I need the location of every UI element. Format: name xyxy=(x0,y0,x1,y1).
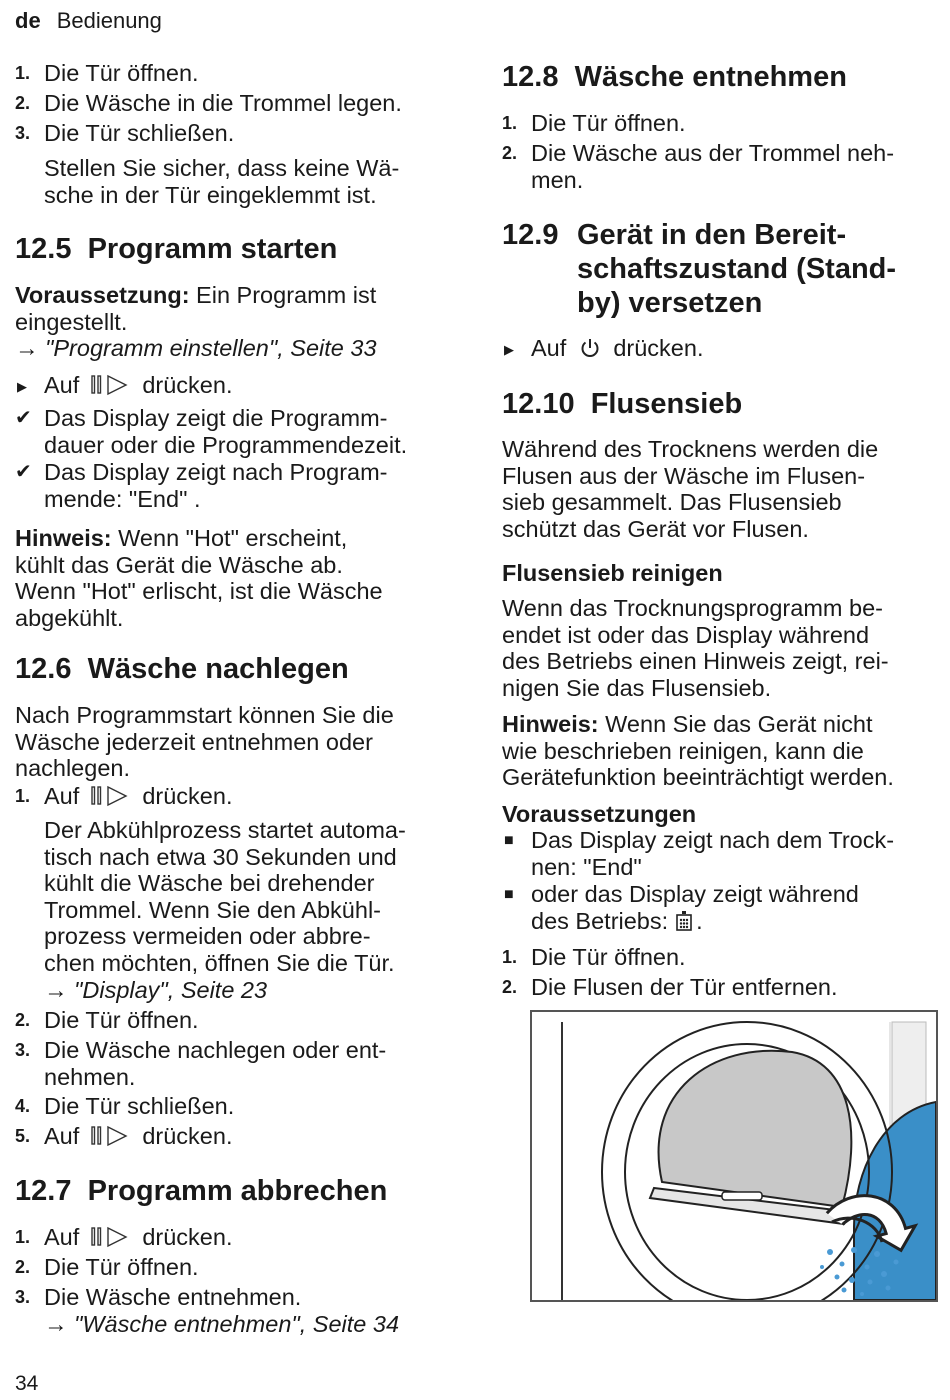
subsection-heading: Flusensieb reinigen xyxy=(502,560,723,586)
result-item: ✔ Das Display zeigt nach Program- mende: "End" . xyxy=(15,459,388,512)
section-intro: Nach Programmstart können Sie die Wäsche jederzeit entnehmen oder nachlegen. xyxy=(15,702,394,781)
section-heading-12-9: 12.9 Gerät in den Bereit- schaftszustand (Stand- by) versetzen xyxy=(502,219,897,319)
list-item: 3. Die Tür schließen. xyxy=(15,120,235,146)
arrow-right-icon: → xyxy=(44,1311,75,1337)
list-item: 1. Die Tür öffnen. xyxy=(15,60,199,86)
start-pause-icon xyxy=(90,1226,130,1248)
requirement-item: ■ Das Display zeigt nach dem Trock- nen: "End" xyxy=(504,827,895,880)
subsection-text: Wenn das Trocknungsprogramm be- endet ist oder das Display während des Betriebs einen Hinweis zeigt, rei- nigen Sie das Flusensieb. xyxy=(502,595,889,701)
step-detail: Der Abkühlprozess startet automa- tisch nach etwa 30 Sekunden und kühlt die Wäsche bei drehender Trommel. Wenn Sie den Abkühl- prozess vermeiden oder abbre- chen möchten, öffnen Sie die Tür. xyxy=(44,817,406,976)
start-pause-icon xyxy=(90,1125,130,1147)
section-name: Bedienung xyxy=(56,8,162,33)
list-item: 2. Die Tür öffnen. xyxy=(15,1254,199,1280)
cross-reference-link[interactable]: → "Display", Seite 23 xyxy=(44,977,268,1003)
hint-box: Hinweis: Wenn "Hot" erscheint, kühlt das Gerät die Wäsche ab. Wenn "Hot" erlischt, ist die Wäsche abgekühlt. xyxy=(15,525,383,631)
start-pause-icon xyxy=(90,785,130,807)
section-heading-12-8: 12.8 Wäsche entnehmen xyxy=(502,61,847,93)
section-heading-12-5: 12.5 Programm starten xyxy=(15,233,338,265)
list-item: 1. Auf drücken. xyxy=(15,783,233,809)
cross-reference-link[interactable]: → "Wäsche entnehmen", Seite 34 xyxy=(44,1311,400,1337)
requirement: Voraussetzung: Ein Programm ist eingestellt. xyxy=(15,282,377,335)
section-heading-12-6: 12.6 Wäsche nachlegen xyxy=(15,653,349,685)
list-item: 1. Die Tür öffnen. xyxy=(502,944,686,970)
action-step: ▶ Auf drücken. xyxy=(15,372,455,399)
section-intro: Während des Trocknens werden die Flusen aus der Wäsche im Flusen- sieb gesammelt. Das Flusensieb schützt das Gerät vor Flusen. xyxy=(502,436,879,542)
list-item: 4. Die Tür schließen. xyxy=(15,1093,235,1119)
list-item: 3. Die Wäsche nachlegen oder ent- nehmen. xyxy=(15,1037,387,1090)
square-bullet-icon: ■ xyxy=(504,886,514,903)
lint-filter-illustration xyxy=(530,1010,938,1302)
requirements-heading: Voraussetzungen xyxy=(502,801,697,827)
list-item: 2. Die Wäsche aus der Trommel neh- men. xyxy=(502,140,895,193)
section-heading-12-10: 12.10 Flusensieb xyxy=(502,388,743,420)
page-number: 34 xyxy=(15,1372,39,1395)
triangle-bullet-icon: ▶ xyxy=(17,379,27,394)
result-item: ✔ Das Display zeigt die Programm- dauer oder die Programmendezeit. xyxy=(15,405,408,458)
section-heading-12-7: 12.7 Programm abbrechen xyxy=(15,1175,388,1207)
language-code: de xyxy=(15,8,41,33)
arrow-right-icon: → xyxy=(15,335,46,361)
check-icon: ✔ xyxy=(15,407,32,429)
list-item: 1. Die Tür öffnen. xyxy=(502,110,686,136)
list-item: 2. Die Tür öffnen. xyxy=(15,1007,199,1033)
list-item: 1. Auf drücken. xyxy=(15,1224,233,1250)
requirement-item: ■ oder das Display zeigt während des Betriebs: . xyxy=(502,881,942,937)
action-step: ▶ Auf drücken. xyxy=(502,335,942,365)
filter-icon xyxy=(674,910,694,938)
list-item: 3. Die Wäsche entnehmen. xyxy=(15,1284,302,1310)
page-header xyxy=(15,8,162,34)
square-bullet-icon: ■ xyxy=(504,832,514,849)
step-note: Stellen Sie sicher, dass keine Wä- sche in der Tür eingeklemmt ist. xyxy=(44,155,400,208)
cross-reference-link[interactable]: → "Programm einstellen", Seite 33 xyxy=(15,335,377,361)
list-item: 2. Die Wäsche in die Trommel legen. xyxy=(15,90,402,116)
check-icon: ✔ xyxy=(15,461,32,483)
start-pause-icon xyxy=(90,374,130,396)
power-icon xyxy=(579,337,601,365)
list-item: 5. Auf drücken. xyxy=(15,1123,233,1149)
hint-box: Hinweis: Wenn Sie das Gerät nicht wie beschrieben reinigen, kann die Gerätefunktion beeinträchtigt werden. xyxy=(502,711,894,790)
list-item: 2. Die Flusen der Tür entfernen. xyxy=(502,974,838,1000)
arrow-right-icon: → xyxy=(44,977,75,1003)
triangle-bullet-icon: ▶ xyxy=(504,342,514,357)
